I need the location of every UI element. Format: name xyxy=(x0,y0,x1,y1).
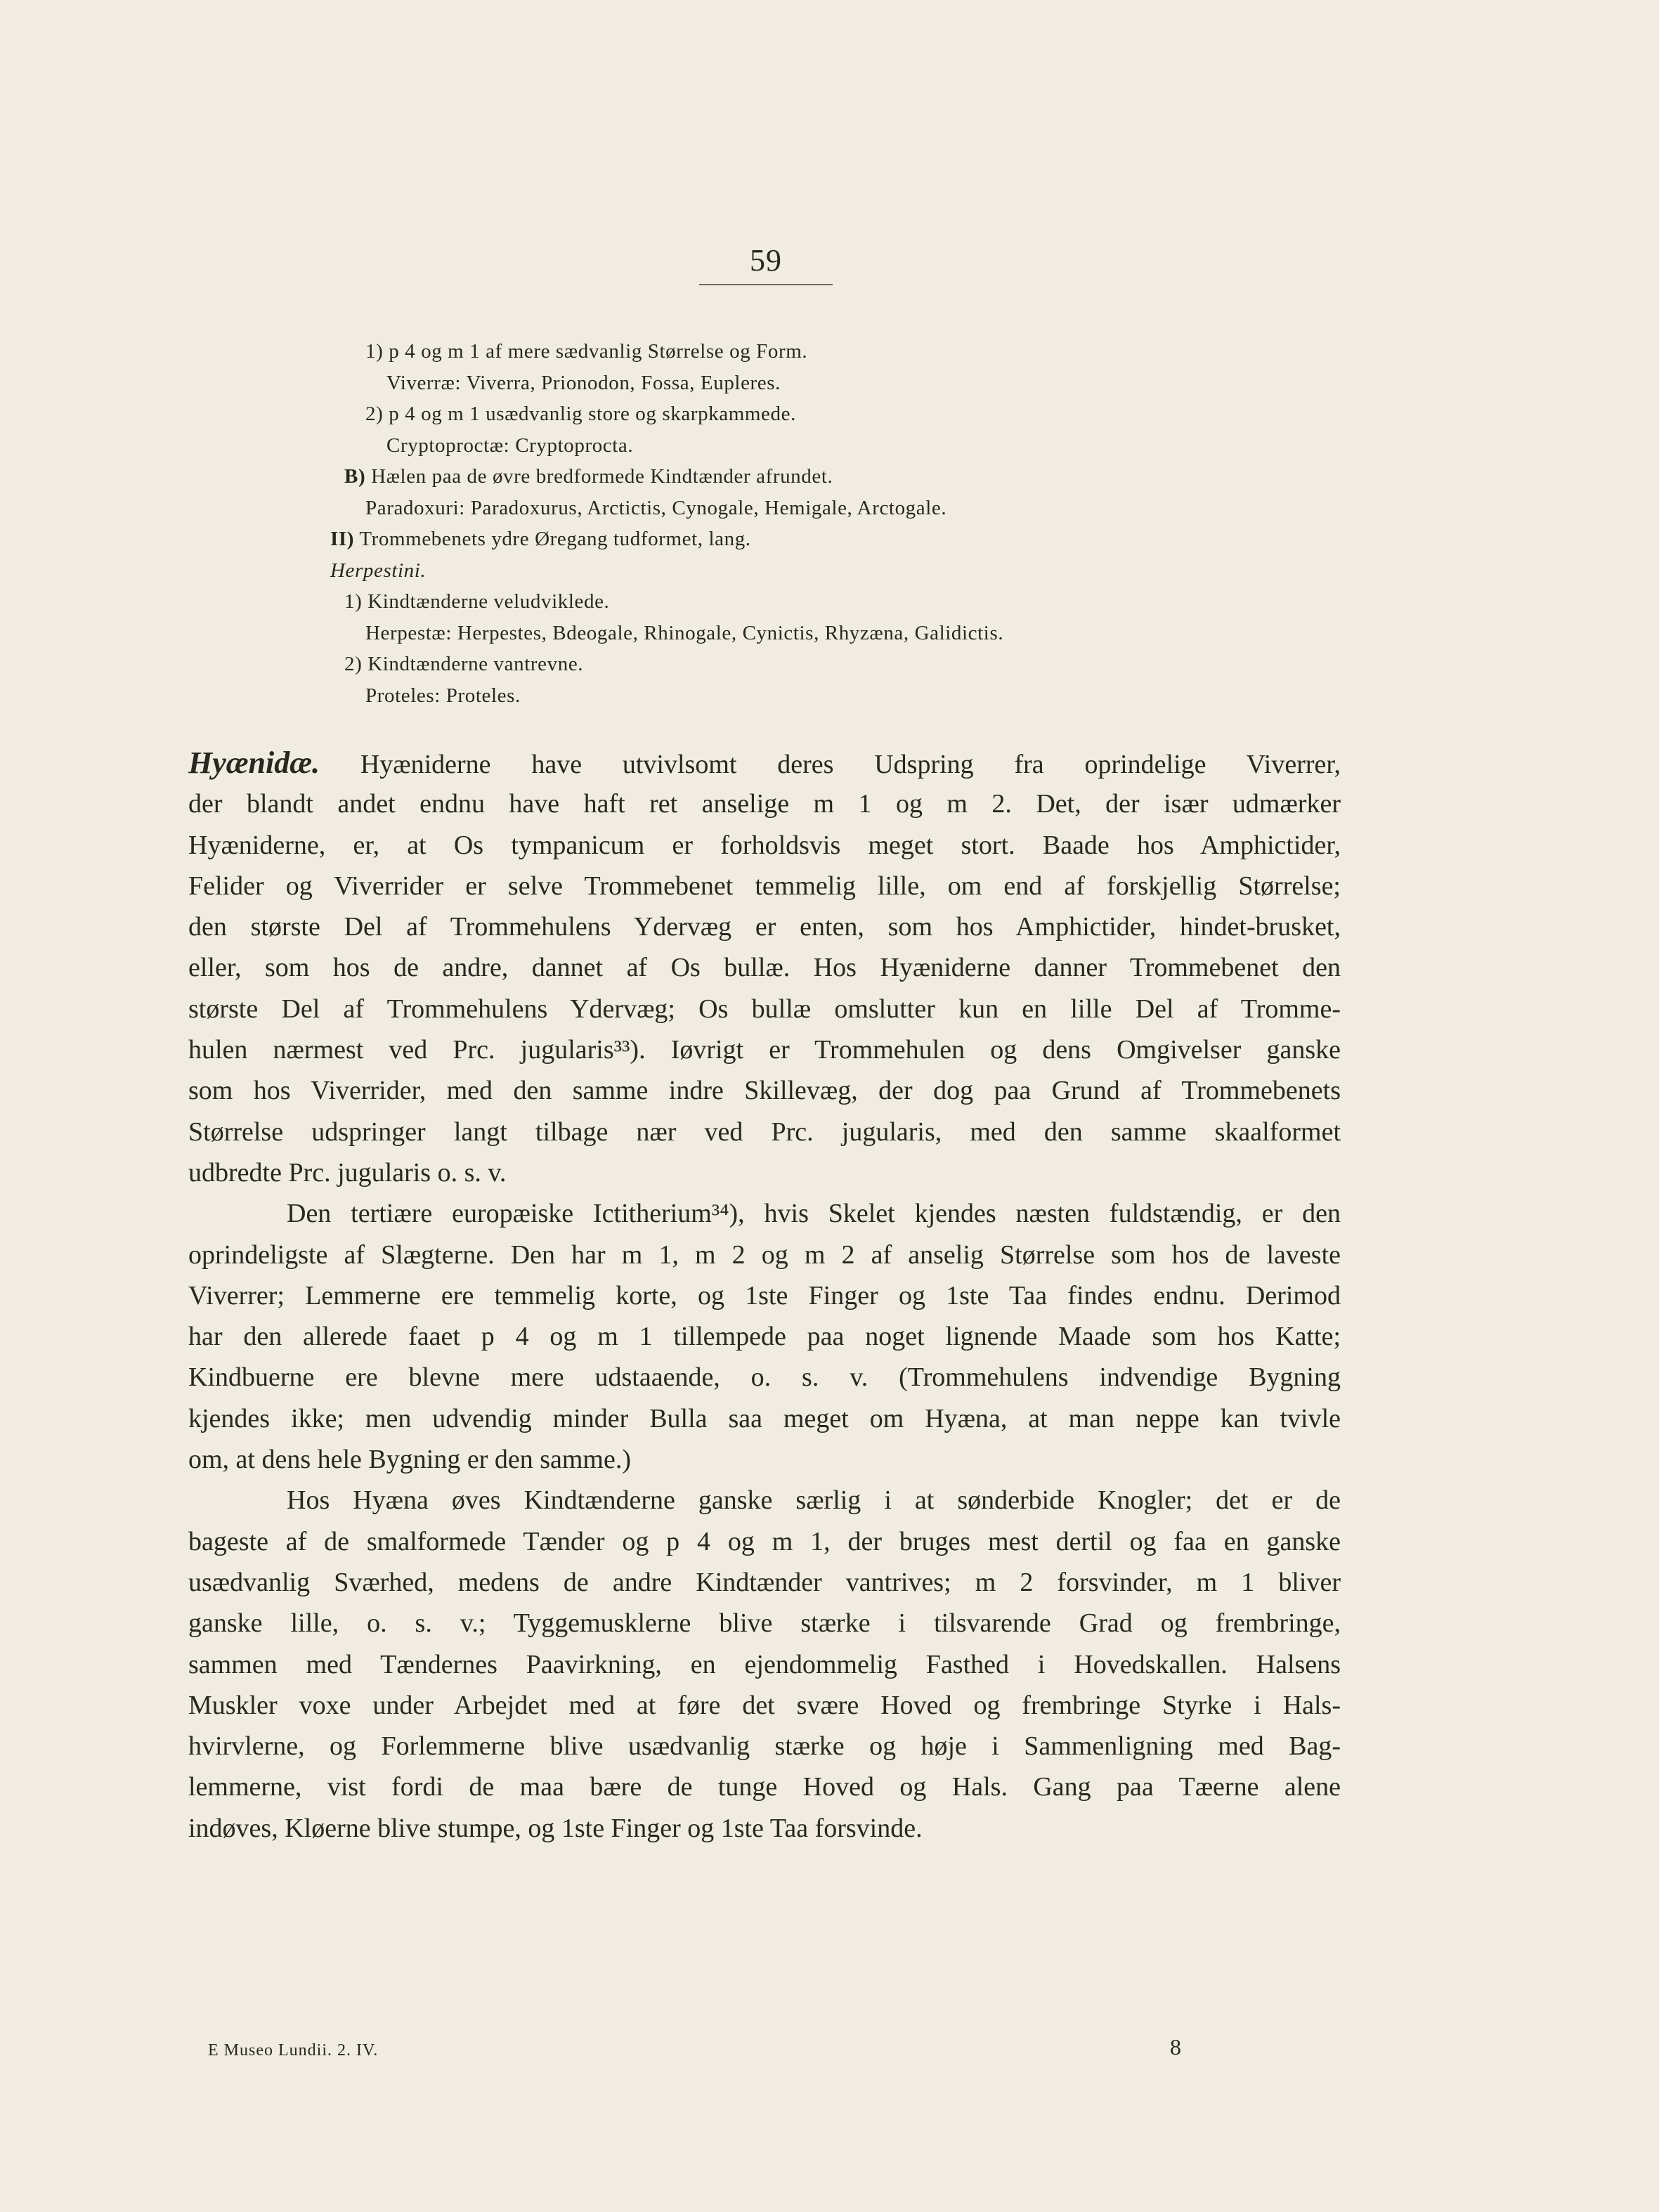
key-line-text: Viverræ: Viverra, Prionodon, Fossa, Eupleres. xyxy=(386,371,781,394)
body-line xyxy=(188,1193,1341,1234)
body-line xyxy=(188,1480,1341,1521)
page-number: 59 xyxy=(750,243,782,278)
body-line xyxy=(188,1439,1341,1480)
body-line xyxy=(188,906,1341,947)
body-line-text: usædvanlig Sværhed, medens de andre Kindtænder vantrives; m 2 forsvinder, m 1 bliver xyxy=(188,1567,1341,1597)
body-line-text: der blandt andet endnu have haft ret anselige m 1 og m 2. Det, der især udmærker xyxy=(188,789,1341,819)
body-line-text: lemmerne, vist fordi de maa bære de tunge Hoved og Hals. Gang paa Tæerne alene xyxy=(188,1772,1341,1802)
key-line xyxy=(323,649,1237,680)
body-line xyxy=(188,1152,1341,1193)
body-line xyxy=(188,866,1341,906)
body-line-text: om, at dens hele Bygning er den samme.) xyxy=(188,1445,632,1475)
body-line xyxy=(188,783,1341,824)
body-line xyxy=(188,1029,1341,1070)
body-line xyxy=(188,1808,1341,1849)
key-line-text: Herpestæ: Herpestes, Bdeogale, Rhinogale, Cynictis, Rhyzæna, Galidictis. xyxy=(365,621,1004,644)
body-line xyxy=(188,1562,1341,1603)
body-line-text: har den allerede faaet p 4 og m 1 tillempede paa noget lignende Maade som hos Katte; xyxy=(188,1322,1341,1352)
key-line xyxy=(323,367,1237,399)
body-line xyxy=(188,1235,1341,1275)
key-line xyxy=(323,555,1237,587)
key-line xyxy=(323,680,1237,712)
body-line-text: udbredte Prc. jugularis o. s. v. xyxy=(188,1157,507,1188)
body-line xyxy=(188,1070,1341,1111)
key-line-marker: B) xyxy=(344,465,366,488)
key-line-text: Hælen paa de øvre bredformede Kindtænder afrundet. xyxy=(371,465,833,488)
body-line xyxy=(188,1112,1341,1152)
key-line-marker: II) xyxy=(330,528,355,550)
body-line-text: Hos Hyæna øves Kindtænderne ganske særlig i at sønderbide Knogler; det er de xyxy=(287,1485,1341,1516)
key-line-text: 2) p 4 og m 1 usædvanlig store og skarpkammede. xyxy=(365,403,796,425)
body-line-text: indøves, Kløerne blive stumpe, og 1ste Finger og 1ste Taa forsvinde. xyxy=(188,1813,923,1843)
body-line-text: Størrelse udspringer langt tilbage nær ved Prc. jugularis, med den samme skaalformet xyxy=(188,1117,1341,1147)
key-line-text: Proteles: Proteles. xyxy=(365,684,521,707)
key-line-text: Herpestini. xyxy=(330,559,427,582)
body-line xyxy=(188,1316,1341,1357)
body-line xyxy=(188,743,1341,783)
key-line xyxy=(323,586,1237,618)
section-heading: Hyænidæ. xyxy=(188,746,320,780)
key-line xyxy=(323,430,1237,462)
body-line xyxy=(188,1685,1341,1726)
key-line-text: 1) Kindtænderne veludviklede. xyxy=(344,590,610,613)
body-line-text: ganske lille, o. s. v.; Tyggemusklerne blive stærke i tilsvarende Grad og frembringe, xyxy=(188,1608,1341,1639)
key-line-text: 2) Kindtænderne vantrevne. xyxy=(344,653,584,675)
body-line xyxy=(188,1603,1341,1644)
key-line xyxy=(323,493,1237,524)
footer-series-label: E Museo Lundii. 2. IV. xyxy=(208,2041,379,2060)
body-line-text: den største Del af Trommehulens Ydervæg er enten, som hos Amphictider, hindet-brusket, xyxy=(188,912,1341,942)
key-line xyxy=(323,336,1237,367)
body-line-text: Hyæniderne have utvivlsomt deres Udspring fra oprindelige Viverrer, xyxy=(360,750,1341,779)
body-line-text: kjendes ikke; men udvendig minder Bulla saa meget om Hyæna, at man neppe kan tvivle xyxy=(188,1403,1341,1433)
body-line xyxy=(188,1398,1341,1439)
body-line-text: Den tertiære europæiske Ictitherium³⁴), hvis Skelet kjendes næsten fuldstændig, er den xyxy=(287,1199,1341,1229)
body-text xyxy=(188,743,1341,1849)
body-line xyxy=(188,1357,1341,1398)
body-line xyxy=(188,1521,1341,1562)
body-line-text: eller, som hos de andre, dannet af Os bullæ. Hos Hyæniderne danner Trommebenet den xyxy=(188,953,1341,983)
body-line-text: bageste af de smalformede Tænder og p 4 og m 1, der bruges mest dertil og faa en ganske xyxy=(188,1526,1341,1556)
body-line xyxy=(188,1726,1341,1767)
body-line-text: Hyæniderne, er, at Os tympanicum er forholdsvis meget stort. Baade hos Amphictider, xyxy=(188,830,1341,860)
body-line xyxy=(188,947,1341,988)
body-line-text: Viverrer; Lemmerne ere temmelig korte, og 1ste Finger og 1ste Taa findes endnu. Derimod xyxy=(188,1280,1341,1310)
body-line xyxy=(188,825,1341,866)
key-line xyxy=(323,398,1237,430)
footer-signature-number: 8 xyxy=(1170,2034,1181,2060)
key-line xyxy=(323,618,1237,649)
body-line-text: hulen nærmest ved Prc. jugularis³³). Iøvrigt er Trommehulen og dens Omgivelser ganske xyxy=(188,1035,1341,1065)
body-line xyxy=(188,1275,1341,1316)
body-line xyxy=(188,1644,1341,1685)
body-line xyxy=(188,989,1341,1029)
key-line xyxy=(323,461,1237,493)
body-line-text: Felider og Viverrider er selve Trommebenet temmelig lille, om end af forskjellig Størrelse; xyxy=(188,871,1341,901)
body-line-text: hvirvlerne, og Forlemmerne blive usædvanlig stærke og høje i Sammenligning med Bag- xyxy=(188,1731,1341,1762)
body-line-text: Kindbuerne ere blevne mere udstaaende, o. s. v. (Trommehulens indvendige Bygning xyxy=(188,1362,1341,1393)
body-line-text: som hos Viverrider, med den samme indre Skillevæg, der dog paa Grund af Trommebenets xyxy=(188,1076,1341,1106)
body-line-text: sammen med Tændernes Paavirkning, en ejendommelig Fasthed i Hovedskallen. Halsens xyxy=(188,1649,1341,1679)
body-line-text: oprindeligste af Slægterne. Den har m 1, m 2 og m 2 af anselig Størrelse som hos de laveste xyxy=(188,1240,1341,1270)
key-line-text: Cryptoproctæ: Cryptoprocta. xyxy=(386,434,634,457)
body-line-text: Muskler voxe under Arbejdet med at føre det svære Hoved og frembringe Styrke i Hals- xyxy=(188,1690,1341,1720)
classification-key xyxy=(323,336,1237,711)
key-line-text: 1) p 4 og m 1 af mere sædvanlig Størrelse og Form. xyxy=(365,340,808,363)
key-line-text: Paradoxuri: Paradoxurus, Arctictis, Cynogale, Hemigale, Arctogale. xyxy=(365,496,947,519)
body-line-text: største Del af Trommehulens Ydervæg; Os bullæ omslutter kun en lille Del af Tromme- xyxy=(188,994,1341,1024)
key-line-text: Trommebenets ydre Øregang tudformet, lang. xyxy=(359,528,751,550)
page-number-rule xyxy=(699,284,833,285)
body-line xyxy=(188,1767,1341,1807)
key-line xyxy=(323,523,1237,555)
